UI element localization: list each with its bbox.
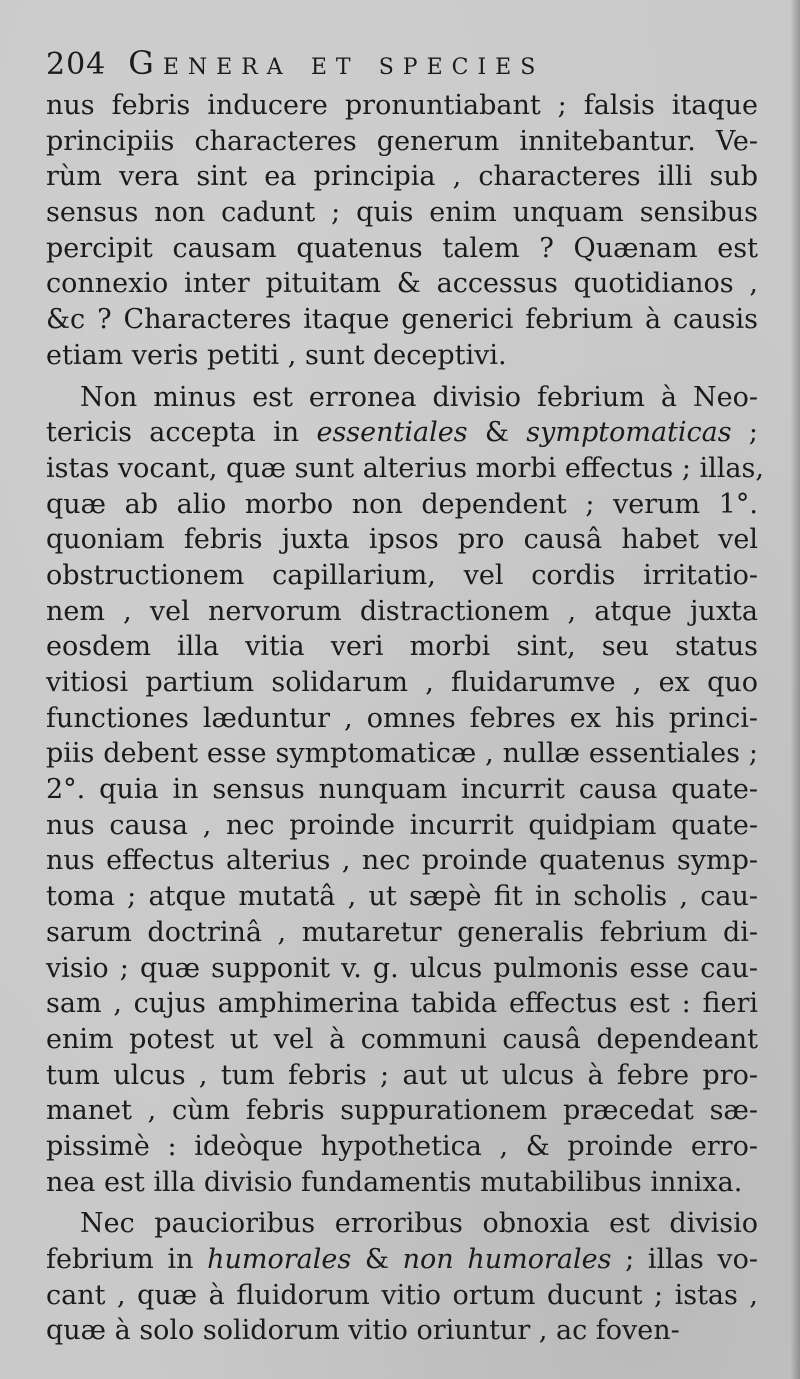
italic-term: humorales (207, 1244, 352, 1275)
text-line: istas vocant, quæ sunt alterius morbi effectus ; illas, (46, 452, 764, 484)
text-line: sensus non cadunt ; quis enim unquam sensibus (46, 197, 758, 229)
text-line: cant , quæ à fluidorum vitio ortum ducunt ; istas , (46, 1279, 758, 1311)
text-segment: & (467, 417, 527, 449)
running-title: Genera et species (128, 44, 545, 82)
text-segment: tericis accepta in (46, 417, 317, 449)
text-line-mixed (46, 415, 758, 451)
text-line: nea est illa divisio fundamentis mutabilibus innixa. (46, 1166, 743, 1198)
paragraph-2 (46, 380, 764, 1201)
paragraph-1 (46, 88, 758, 374)
text-line: tum ulcus , tum febris ; aut ut ulcus à febre pro- (46, 1059, 758, 1091)
text-line: toma ; atque mutatâ , ut sæpè fit in scholis , cau- (46, 881, 758, 913)
text-line: nem , vel nervorum distractionem , atque juxta (46, 595, 758, 627)
italic-term: essentiales (316, 417, 468, 449)
text-line: quæ ab alio morbo non dependent ; verum 1°. (46, 488, 758, 520)
text-line: principiis characteres generum innitebantur. Ve- (46, 125, 758, 157)
text-line: quæ à solo solidorum vitio oriuntur , ac foven- (46, 1315, 680, 1347)
text-line: 2°. quia in sensus nunquam incurrit causa quate- (46, 774, 758, 806)
text-line: nus causa , nec proinde incurrit quidpiam quate- (46, 809, 758, 841)
text-segment: febrium in (46, 1244, 208, 1275)
running-head (46, 38, 758, 88)
text-line: Nec paucioribus erroribus obnoxia est divisio (80, 1208, 758, 1240)
text-line: percipit causam quatenus talem ? Quænam est (46, 232, 758, 264)
italic-term: symptomaticas (526, 417, 732, 449)
italic-term: non humorales (402, 1244, 612, 1275)
text-line: obstructionem capillarium, vel cordis irritatio- (46, 559, 758, 591)
text-line: pissimè : ideòque hypothetica , & proinde erro- (46, 1130, 758, 1162)
text-line: Non minus est erronea divisio febrium à Neo- (80, 381, 758, 413)
text-segment: ; (731, 417, 759, 449)
paragraph-3 (46, 1206, 758, 1349)
text-line: rùm vera sint ea principia , characteres illi sub (46, 161, 758, 193)
text-line: manet , cùm febris suppurationem præcedat sæ- (46, 1095, 758, 1127)
text-line: nus effectus alterius , nec proinde quatenus symp- (46, 845, 758, 877)
text-line: &c ? Characteres itaque generici febrium à causis (46, 304, 758, 336)
text-line: etiam veris petiti , sunt deceptivi. (46, 339, 507, 371)
text-line: quoniam febris juxta ipsos pro causâ habet vel (46, 524, 758, 556)
page-number: 204 (46, 47, 107, 82)
text-line: eosdem illa vitia veri morbi sint, seu status (46, 631, 758, 663)
text-line: enim potest ut vel à communi causâ dependeant (46, 1023, 758, 1055)
text-line: sarum doctrinâ , mutaretur generalis febrium di- (46, 916, 758, 948)
text-line: nus febris inducere pronuntiabant ; falsis itaque (46, 90, 758, 121)
text-segment: & (351, 1244, 403, 1275)
text-line: visio ; quæ supponit v. g. ulcus pulmonis esse cau- (46, 952, 758, 984)
text-line: functiones læduntur , omnes febres ex his princi- (46, 702, 758, 734)
text-line: connexio inter pituitam & accessus quotidianos , (46, 268, 758, 300)
text-segment: ; illas vo- (611, 1244, 759, 1275)
text-line: piis debent esse symptomaticæ , nullæ essentiales ; (46, 738, 758, 770)
text-line: vitiosi partium solidarum , fluidarumve , ex quo (46, 667, 758, 698)
text-line-mixed (46, 1242, 758, 1278)
text-line: sam , cujus amphimerina tabida effectus est : fieri (46, 988, 758, 1020)
